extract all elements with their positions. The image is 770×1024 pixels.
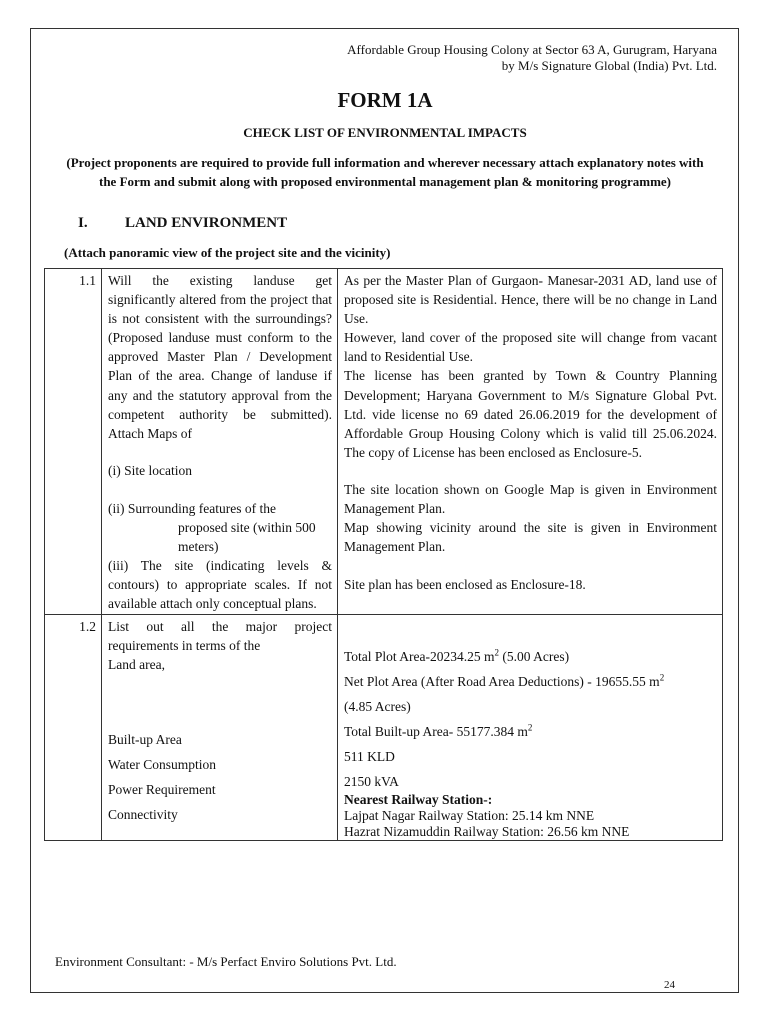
form-title: FORM 1A bbox=[337, 88, 433, 112]
question-cell bbox=[102, 614, 338, 840]
document-header bbox=[347, 42, 717, 74]
net-plot-acres: (4.85 Acres) bbox=[344, 698, 411, 714]
table-row bbox=[45, 614, 723, 840]
header-line-2: by M/s Signature Global (India) Pvt. Ltd. bbox=[501, 58, 717, 73]
water-consumption-value: 511 KLD bbox=[344, 748, 395, 764]
sub-answer-i: The site location shown on Google Map is given in Environment Management Plan. bbox=[344, 481, 717, 517]
power-requirement-label: Power Requirement bbox=[108, 781, 216, 797]
sub-question-iii: (iii) The site (indicating levels & contours) to appropriate scales. If not available attach only conceptual plans. bbox=[108, 558, 332, 612]
answer-cell bbox=[338, 614, 723, 840]
sub-question-ii-line2: proposed site (within 500 meters) bbox=[178, 520, 316, 555]
connectivity-heading: Nearest Railway Station-: bbox=[344, 791, 493, 807]
net-plot-area: Net Plot Area (After Road Area Deductions) - 19655.55 $m^2$ bbox=[344, 672, 665, 689]
row-number: 1.2 bbox=[45, 614, 102, 840]
answer-paragraph-3: The license has been granted by Town & Country Planning Development; Haryana Government to M/s Signature Global Pvt. Ltd. vide license no 69 dated 26.06.2019 for the development of Affordable Group Housing Colony which is valid till 25.06.2024. The copy of License has been enclosed as Enclosure-5. bbox=[344, 368, 717, 460]
answer-cell bbox=[338, 269, 723, 615]
question-text: Will the existing landuse get significantly altered from the project that is not consistent with the surroundings? (Proposed landuse must conform to the approved Master Plan / Development Plan of the area. Change of landuse if any and the statutory approval from the competent authority be submitted). Attach Maps of bbox=[108, 273, 332, 441]
section-number: I. bbox=[78, 215, 88, 231]
power-requirement-value: 2150 kVA bbox=[344, 773, 399, 789]
sub-question-i: (i) Site location bbox=[108, 462, 192, 478]
footer-consultant: Environment Consultant: - M/s Perfact Enviro Solutions Pvt. Ltd. bbox=[55, 954, 397, 969]
checklist-title: CHECK LIST OF ENVIRONMENTAL IMPACTS bbox=[243, 125, 527, 140]
page-number: 24 bbox=[664, 979, 675, 991]
checklist-table bbox=[44, 268, 723, 841]
section-title: LAND ENVIRONMENT bbox=[125, 215, 288, 231]
question-text: List out all the major project requirements in terms of the bbox=[108, 618, 332, 653]
connectivity-label: Connectivity bbox=[108, 806, 178, 822]
answer-paragraph-1: As per the Master Plan of Gurgaon- Manesar-2031 AD, land use of proposed site is Residential. Hence, there will be no change in Land Use. bbox=[344, 273, 717, 327]
question-cell bbox=[102, 269, 338, 615]
land-area-label: Land area, bbox=[108, 656, 165, 672]
builtup-area-value: Total Built-up Area- 55177.384 $m^2$ bbox=[344, 722, 533, 739]
table-row bbox=[45, 269, 723, 615]
total-plot-area: Total Plot Area-20234.25 $m^2$ (5.00 Acres) bbox=[344, 647, 570, 664]
water-consumption-label: Water Consumption bbox=[108, 756, 217, 772]
answer-paragraph-2: However, land cover of the proposed site will change from vacant land to Residential Use. bbox=[344, 330, 717, 365]
attach-note: (Attach panoramic view of the project site and the vicinity) bbox=[64, 245, 391, 260]
header-line-1: Affordable Group Housing Colony at Sector 63 A, Gurugram, Haryana bbox=[347, 42, 717, 57]
sub-answer-iii: Site plan has been enclosed as Enclosure-18. bbox=[344, 577, 586, 593]
row-number: 1.1 bbox=[45, 269, 102, 615]
section-heading bbox=[78, 215, 287, 232]
sub-question-ii-line1: (ii) Surrounding features of the bbox=[108, 500, 276, 516]
proponents-note: (Project proponents are required to provide full information and wherever necessary attach explanatory notes with the Form and submit along with proposed environmental management plan & monitoring programme) bbox=[66, 155, 704, 189]
connectivity-line-1: Lajpat Nagar Railway Station: 25.14 km NNE bbox=[344, 807, 595, 823]
sub-answer-ii: Map showing vicinity around the site is given in Environment Management Plan. bbox=[344, 520, 717, 555]
connectivity-line-2: Hazrat Nizamuddin Railway Station: 26.56 km NNE bbox=[344, 823, 630, 839]
builtup-area-label: Built-up Area bbox=[108, 731, 182, 747]
